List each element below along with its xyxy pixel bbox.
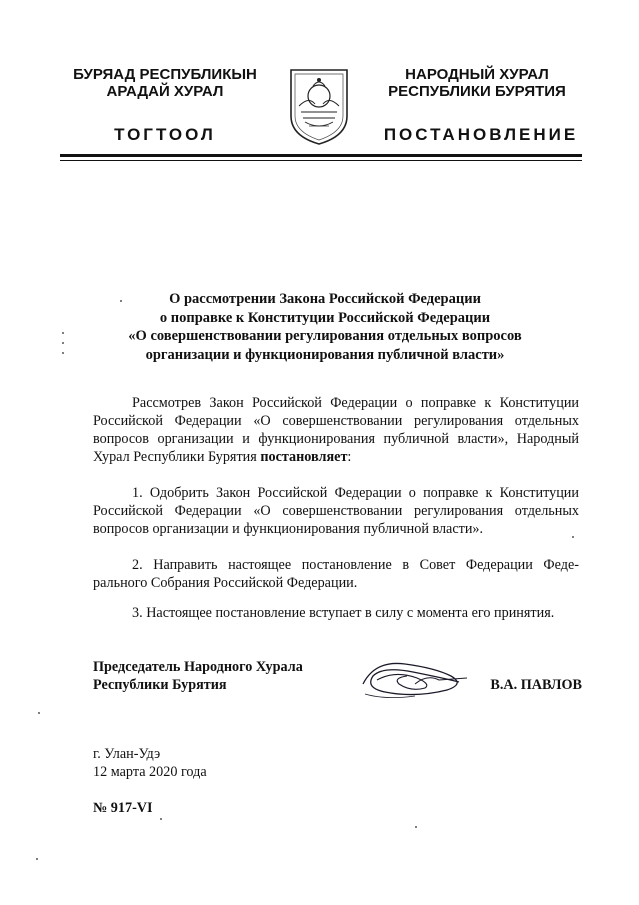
title-line-4: организации и функционирования публичной власти» bbox=[145, 346, 505, 363]
doc-type-buryat: ТОГТООЛ bbox=[114, 125, 216, 144]
header-left-line-1: БУРЯАД РЕСПУБЛИКЫН bbox=[73, 66, 257, 83]
signer-position bbox=[93, 658, 303, 694]
handwritten-signature-icon bbox=[355, 654, 475, 702]
scan-speck bbox=[62, 332, 64, 334]
resolution-item-1: 1. Одобрить Закон Российской Федерации о поправке к Конституции Российской Федерации «О совершенствовании регулирования отдельных вопросов организации и функционирования публичной власти». bbox=[93, 485, 579, 537]
preamble-text: Рассмотрев Закон Российской Федерации о поправке к Конституции Российской Федерации «О совершенствовании регулирования отдельных вопросов организации и функционирования публичной власти», Народный Хурал Республики Бурятия bbox=[93, 395, 579, 465]
scan-speck bbox=[62, 352, 64, 354]
scan-speck bbox=[572, 536, 574, 538]
resolution-item-2: 2. Направить настоящее постановление в Совет Федерации Феде-рального Собрания Российской Федерации. bbox=[93, 557, 579, 591]
header-right-line-1: НАРОДНЫЙ ХУРАЛ bbox=[405, 66, 549, 83]
scan-speck bbox=[36, 858, 38, 860]
signer-name: В.А. ПАВЛОВ bbox=[490, 677, 582, 693]
doc-type-russian: ПОСТАНОВЛЕНИЕ bbox=[383, 125, 579, 144]
document-number: № 917-VI bbox=[93, 800, 153, 816]
date: 12 марта 2020 года bbox=[93, 764, 207, 780]
signer-position-line-1: Председатель Народного Хурала bbox=[93, 659, 303, 675]
header-right-org bbox=[368, 66, 586, 100]
preamble-colon: : bbox=[347, 449, 352, 465]
header-left-line-2: АРАДАЙ ХУРАЛ bbox=[106, 83, 224, 100]
scan-speck bbox=[120, 300, 122, 302]
title-line-2: о поправке к Конституции Российской Федерации bbox=[159, 309, 491, 326]
resolution-item-3: 3. Настоящее постановление вступает в силу с момента его принятия. bbox=[132, 605, 555, 621]
scan-speck bbox=[62, 342, 64, 344]
republic-of-buryatia-coat-of-arms-icon bbox=[285, 66, 353, 146]
header-divider-thin bbox=[60, 160, 582, 161]
city: г. Улан-Удэ bbox=[93, 746, 161, 762]
scan-speck bbox=[160, 818, 162, 820]
document-title bbox=[90, 290, 560, 364]
header-right-line-2: РЕСПУБЛИКИ БУРЯТИЯ bbox=[388, 83, 566, 100]
preamble-paragraph bbox=[93, 394, 579, 466]
header-left-org bbox=[60, 66, 270, 100]
place-and-date bbox=[93, 745, 207, 781]
header-divider-thick bbox=[60, 154, 582, 157]
title-line-3: «О совершенствовании регулирования отдельных вопросов bbox=[128, 328, 522, 344]
preamble-resolves: постановляет bbox=[260, 449, 348, 465]
title-line-1: О рассмотрении Закона Российской Федерации bbox=[169, 291, 481, 307]
scan-speck bbox=[415, 826, 417, 828]
scan-speck bbox=[38, 712, 40, 714]
signer-position-line-2: Республики Бурятия bbox=[93, 677, 227, 693]
